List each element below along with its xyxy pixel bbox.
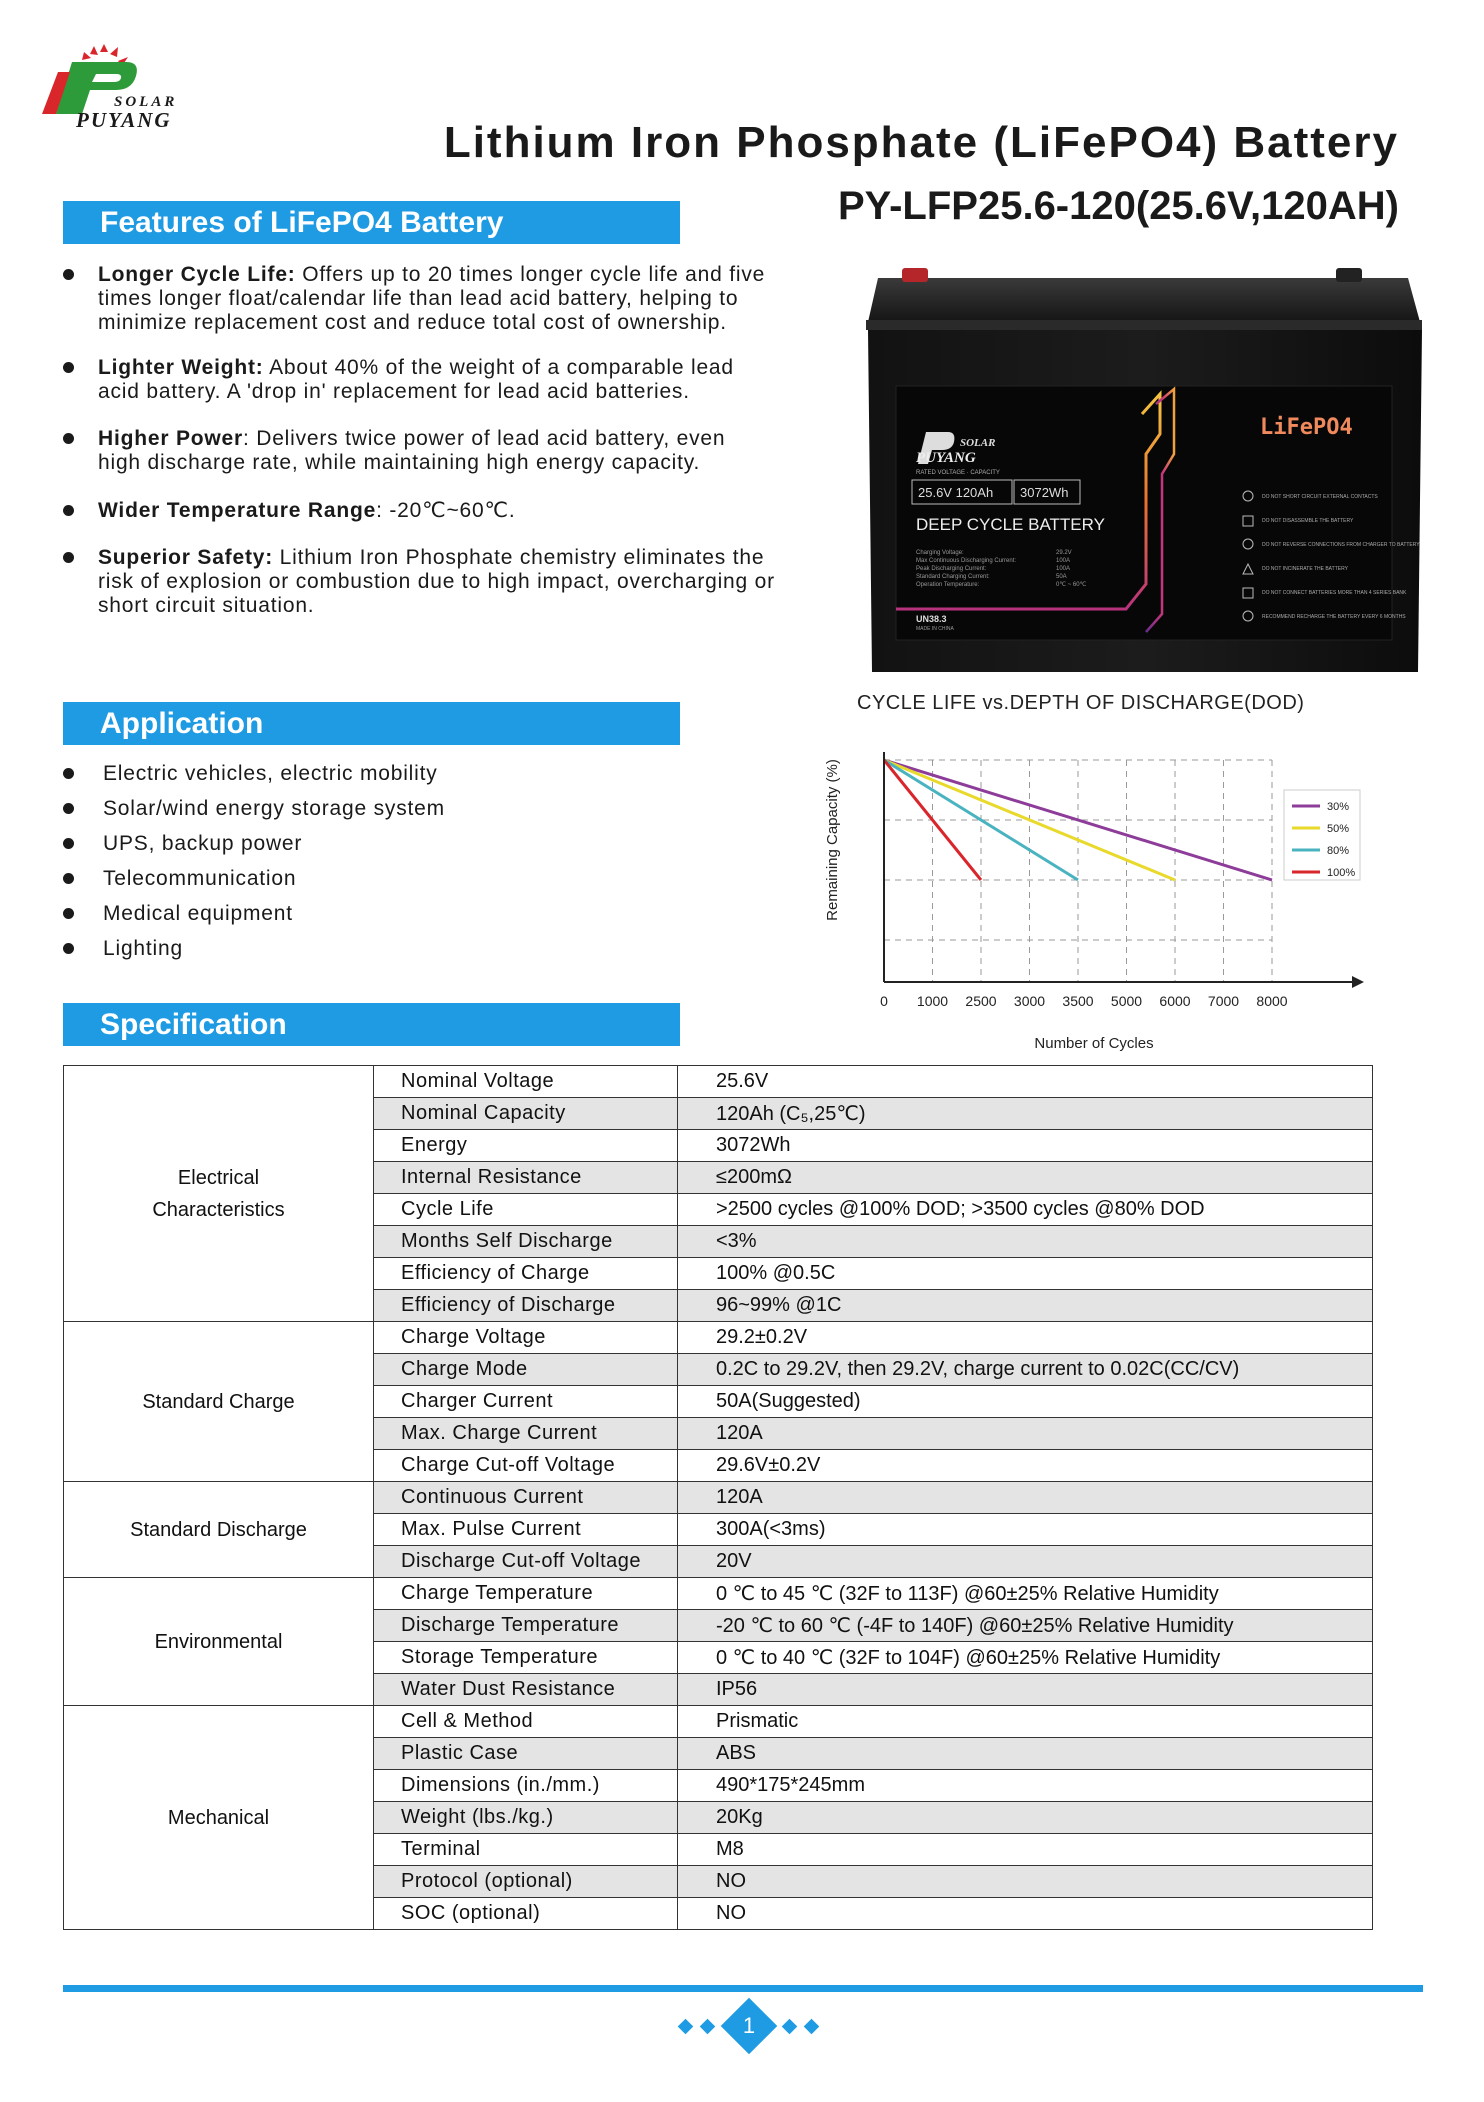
- x-tick-label: 3500: [1062, 993, 1094, 1009]
- list-item-text: Solar/wind energy storage system: [103, 797, 445, 820]
- feature-label: Wider Temperature Range: [98, 499, 377, 522]
- bullet-icon: [63, 943, 74, 954]
- feature-label: Higher Power: [98, 427, 243, 450]
- table-row: [64, 1066, 1373, 1098]
- spec-value: 0 ℃ to 40 ℃ (32F to 104F) @60±25% Relative Humidity: [678, 1642, 1373, 1674]
- svg-text:29.2V: 29.2V: [1056, 550, 1072, 556]
- x-tick-label: 8000: [1256, 993, 1288, 1009]
- spec-group-label: Environmental: [64, 1578, 374, 1706]
- spec-value: NO: [678, 1866, 1373, 1898]
- spec-value: 0.2C to 29.2V, then 29.2V, charge current to 0.02C(CC/CV): [678, 1354, 1373, 1386]
- logo-brand-text: PUYANG: [76, 108, 172, 132]
- spec-param: Efficiency of Discharge: [374, 1290, 678, 1322]
- bullet-icon: [63, 873, 74, 884]
- spec-group-label: Mechanical: [64, 1706, 374, 1930]
- svg-text:0℃ ~ 60℃: 0℃ ~ 60℃: [1056, 582, 1087, 588]
- list-item-text: Telecommunication: [103, 867, 297, 890]
- svg-text:100A: 100A: [1056, 566, 1071, 572]
- feature-text: About 40% of the weight of a comparable lead acid battery. A 'drop in' replacement for lead acid batteries.: [98, 356, 734, 403]
- bullet-icon: [63, 269, 74, 280]
- page-title: Lithium Iron Phosphate (LiFePO4) Battery: [443, 118, 1399, 167]
- feature-text: Lithium Iron Phosphate chemistry eliminates the risk of explosion or combustion due to high impact, overcharging or short circuit situation.: [98, 546, 775, 617]
- spec-value: ABS: [678, 1738, 1373, 1770]
- x-tick-label: 5000: [1110, 993, 1143, 1009]
- spec-group-label: Standard Discharge: [64, 1482, 374, 1578]
- label-made: MADE IN CHINA: [916, 626, 954, 632]
- x-tick-label: 0: [880, 993, 888, 1009]
- list-item-text: Medical equipment: [103, 902, 293, 925]
- feature-label: Superior Safety:: [98, 546, 274, 569]
- svg-text:Peak Discharging Current:: Peak Discharging Current:: [916, 566, 987, 572]
- page-indicator: [680, 2004, 820, 2048]
- spec-param: Cycle Life: [374, 1194, 678, 1226]
- spec-value: IP56: [678, 1674, 1373, 1706]
- bullet-icon: [63, 362, 74, 373]
- legend-label: 50%: [1327, 823, 1350, 835]
- spec-param: Internal Resistance: [374, 1162, 678, 1194]
- y-axis-label: Remaining Capacity (%): [824, 759, 841, 921]
- svg-text:100A: 100A: [1056, 558, 1071, 564]
- x-tick-label: 1000: [916, 993, 949, 1009]
- spec-value: 100% @0.5C: [678, 1258, 1373, 1290]
- x-tick-label: 6000: [1159, 993, 1191, 1009]
- label-brand-text: PUYANG: [916, 450, 976, 466]
- spec-param: Efficiency of Charge: [374, 1258, 678, 1290]
- list-item-text: Lighting: [103, 937, 183, 960]
- spec-param: Plastic Case: [374, 1738, 678, 1770]
- feature-item: [63, 427, 763, 499]
- diamond-icon: [804, 2019, 820, 2035]
- label-energy: 3072Wh: [1020, 485, 1069, 500]
- svg-text:DO NOT SHORT CIRCUIT EXTERNAL: DO NOT SHORT CIRCUIT EXTERNAL CONTACTS: [1262, 494, 1378, 500]
- list-item: [63, 867, 445, 902]
- table-row: [64, 1482, 1373, 1514]
- feature-label: Lighter Weight:: [98, 356, 264, 379]
- bullet-icon: [63, 908, 74, 919]
- svg-text:DO NOT DISASSEMBLE THE BATTERY: DO NOT DISASSEMBLE THE BATTERY: [1262, 518, 1354, 524]
- svg-text:DO NOT INCINERATE THE BATTERY: DO NOT INCINERATE THE BATTERY: [1262, 566, 1348, 572]
- feature-item: [63, 546, 803, 618]
- spec-value: 96~99% @1C: [678, 1290, 1373, 1322]
- spec-value: M8: [678, 1834, 1373, 1866]
- features-header: Features of LiFePO4 Battery: [63, 201, 680, 244]
- x-axis-arrow-icon: [1352, 976, 1364, 988]
- spec-value: 20V: [678, 1546, 1373, 1578]
- feature-item: [63, 263, 803, 356]
- spec-param: Protocol (optional): [374, 1866, 678, 1898]
- label-solar-text: SOLAR: [960, 437, 996, 449]
- spec-param: Nominal Capacity: [374, 1098, 678, 1130]
- spec-value: 490*175*245mm: [678, 1770, 1373, 1802]
- svg-text:50A: 50A: [1056, 574, 1067, 580]
- specification-header: Specification: [63, 1003, 680, 1046]
- spec-value: Prismatic: [678, 1706, 1373, 1738]
- list-item: [63, 937, 445, 972]
- bullet-icon: [63, 803, 74, 814]
- spec-value: 120A: [678, 1482, 1373, 1514]
- spec-value: -20 ℃ to 60 ℃ (-4F to 140F) @60±25% Relative Humidity: [678, 1610, 1373, 1642]
- legend-label: 30%: [1327, 801, 1350, 813]
- spec-param: Continuous Current: [374, 1482, 678, 1514]
- feature-text: Offers up to 20 times longer cycle life and five times longer float/calendar life than lead acid battery, helping to minimize replacement cost and reduce total cost of ownership.: [98, 263, 766, 334]
- spec-param: Max. Charge Current: [374, 1418, 678, 1450]
- spec-param: SOC (optional): [374, 1898, 678, 1930]
- spec-value: 29.6V±0.2V: [678, 1450, 1373, 1482]
- spec-param: Cell & Method: [374, 1706, 678, 1738]
- spec-param: Months Self Discharge: [374, 1226, 678, 1258]
- list-item-text: UPS, backup power: [103, 832, 303, 855]
- spec-value: 300A(<3ms): [678, 1514, 1373, 1546]
- label-subtitle: RATED VOLTAGE · CAPACITY: [916, 470, 1000, 476]
- spec-value: 50A(Suggested): [678, 1386, 1373, 1418]
- x-axis-label: Number of Cycles: [1034, 1035, 1154, 1052]
- feature-label: Longer Cycle Life:: [98, 263, 296, 286]
- list-item: [63, 832, 445, 867]
- battery-image: [856, 254, 1430, 674]
- label-un: UN38.3: [916, 614, 947, 624]
- chart-title: CYCLE LIFE vs.DEPTH OF DISCHARGE(DOD): [857, 692, 1305, 714]
- spec-param: Weight (lbs./kg.): [374, 1802, 678, 1834]
- table-row: [64, 1578, 1373, 1610]
- bullet-icon: [63, 433, 74, 444]
- list-item: [63, 902, 445, 937]
- spec-param: Max. Pulse Current: [374, 1514, 678, 1546]
- x-tick-label: 3000: [1013, 993, 1046, 1009]
- spec-param: Charger Current: [374, 1386, 678, 1418]
- list-item: [63, 762, 445, 797]
- spec-param: Charge Voltage: [374, 1322, 678, 1354]
- table-row: [64, 1322, 1373, 1354]
- diamond-icon: [782, 2019, 798, 2035]
- feature-text: : -20℃~60℃.: [376, 499, 516, 522]
- bullet-icon: [63, 838, 74, 849]
- spec-group-label: Electrical Characteristics: [64, 1066, 374, 1322]
- x-tick-label: 2500: [965, 993, 997, 1009]
- svg-text:DO NOT REVERSE CONNECTIONS FRO: DO NOT REVERSE CONNECTIONS FROM CHARGER TO BATTERY: [1262, 542, 1420, 548]
- cycle-life-chart: [812, 730, 1372, 1060]
- svg-text:Operation Temperature:: Operation Temperature:: [916, 582, 980, 588]
- spec-value: NO: [678, 1898, 1373, 1930]
- svg-text:DO NOT CONNECT BATTERIES MORE: DO NOT CONNECT BATTERIES MORE THAN 4 SERIES BANK: [1262, 590, 1407, 596]
- spec-value: 20Kg: [678, 1802, 1373, 1834]
- page-number-badge: [721, 1998, 778, 2055]
- spec-param: Charge Temperature: [374, 1578, 678, 1610]
- spec-value: 25.6V: [678, 1066, 1373, 1098]
- spec-param: Water Dust Resistance: [374, 1674, 678, 1706]
- spec-param: Discharge Cut-off Voltage: [374, 1546, 678, 1578]
- spec-value: 120A: [678, 1418, 1373, 1450]
- spec-param: Charge Mode: [374, 1354, 678, 1386]
- svg-text:RECOMMEND RECHARGE THE BATTERY: RECOMMEND RECHARGE THE BATTERY EVERY 6 MONTHS: [1262, 614, 1406, 620]
- page-number: 1: [742, 2013, 756, 2038]
- footer-rule: [63, 1985, 1423, 1992]
- spec-value: <3%: [678, 1226, 1373, 1258]
- spec-param: Dimensions (in./mm.): [374, 1770, 678, 1802]
- logo-solar-text: SOLAR: [114, 94, 178, 110]
- features-list: [63, 263, 803, 618]
- positive-terminal: [902, 268, 928, 282]
- spec-param: Terminal: [374, 1834, 678, 1866]
- application-header: Application: [63, 702, 680, 745]
- spec-value: >2500 cycles @100% DOD; >3500 cycles @80% DOD: [678, 1194, 1373, 1226]
- table-row: [64, 1706, 1373, 1738]
- feature-item: [63, 499, 803, 546]
- specification-table: [63, 1065, 1373, 1930]
- bullet-icon: [63, 768, 74, 779]
- x-tick-label: 7000: [1207, 993, 1240, 1009]
- list-item-text: Electric vehicles, electric mobility: [103, 762, 438, 785]
- svg-text:Standard Charging Current:: Standard Charging Current:: [916, 574, 990, 580]
- spec-param: Energy: [374, 1130, 678, 1162]
- label-voltage: 25.6V 120Ah: [918, 485, 994, 500]
- brand-logo: [38, 44, 198, 134]
- legend-label: 100%: [1327, 867, 1356, 879]
- feature-text: : Delivers twice power of lead acid battery, even high discharge rate, while maintaining high energy capacity.: [98, 427, 726, 474]
- spec-value: 0 ℃ to 45 ℃ (32F to 113F) @60±25% Relative Humidity: [678, 1578, 1373, 1610]
- diamond-icon: [678, 2019, 694, 2035]
- feature-item: [63, 356, 763, 427]
- spec-group-label: Standard Charge: [64, 1322, 374, 1482]
- spec-value: 29.2±0.2V: [678, 1322, 1373, 1354]
- diamond-icon: [700, 2019, 716, 2035]
- model-number: PY-LFP25.6-120(25.6V,120AH): [837, 184, 1399, 228]
- spec-param: Charge Cut-off Voltage: [374, 1450, 678, 1482]
- list-item: [63, 797, 445, 832]
- bullet-icon: [63, 552, 74, 563]
- bullet-icon: [63, 505, 74, 516]
- spec-value: 120Ah (C₅,25℃): [678, 1098, 1373, 1130]
- spec-value: 3072Wh: [678, 1130, 1373, 1162]
- application-list: [63, 762, 445, 972]
- spec-param: Storage Temperature: [374, 1642, 678, 1674]
- svg-text:Charging Voltage:: Charging Voltage:: [916, 550, 964, 556]
- legend-label: 80%: [1327, 845, 1350, 857]
- spec-value: ≤200mΩ: [678, 1162, 1373, 1194]
- lifepo4-logo: LiFePO4: [1260, 415, 1353, 440]
- spec-param: Discharge Temperature: [374, 1610, 678, 1642]
- label-type: DEEP CYCLE BATTERY: [916, 515, 1105, 534]
- svg-text:Max Continuous Discharging Cur: Max Continuous Discharging Current:: [916, 558, 1017, 564]
- spec-param: Nominal Voltage: [374, 1066, 678, 1098]
